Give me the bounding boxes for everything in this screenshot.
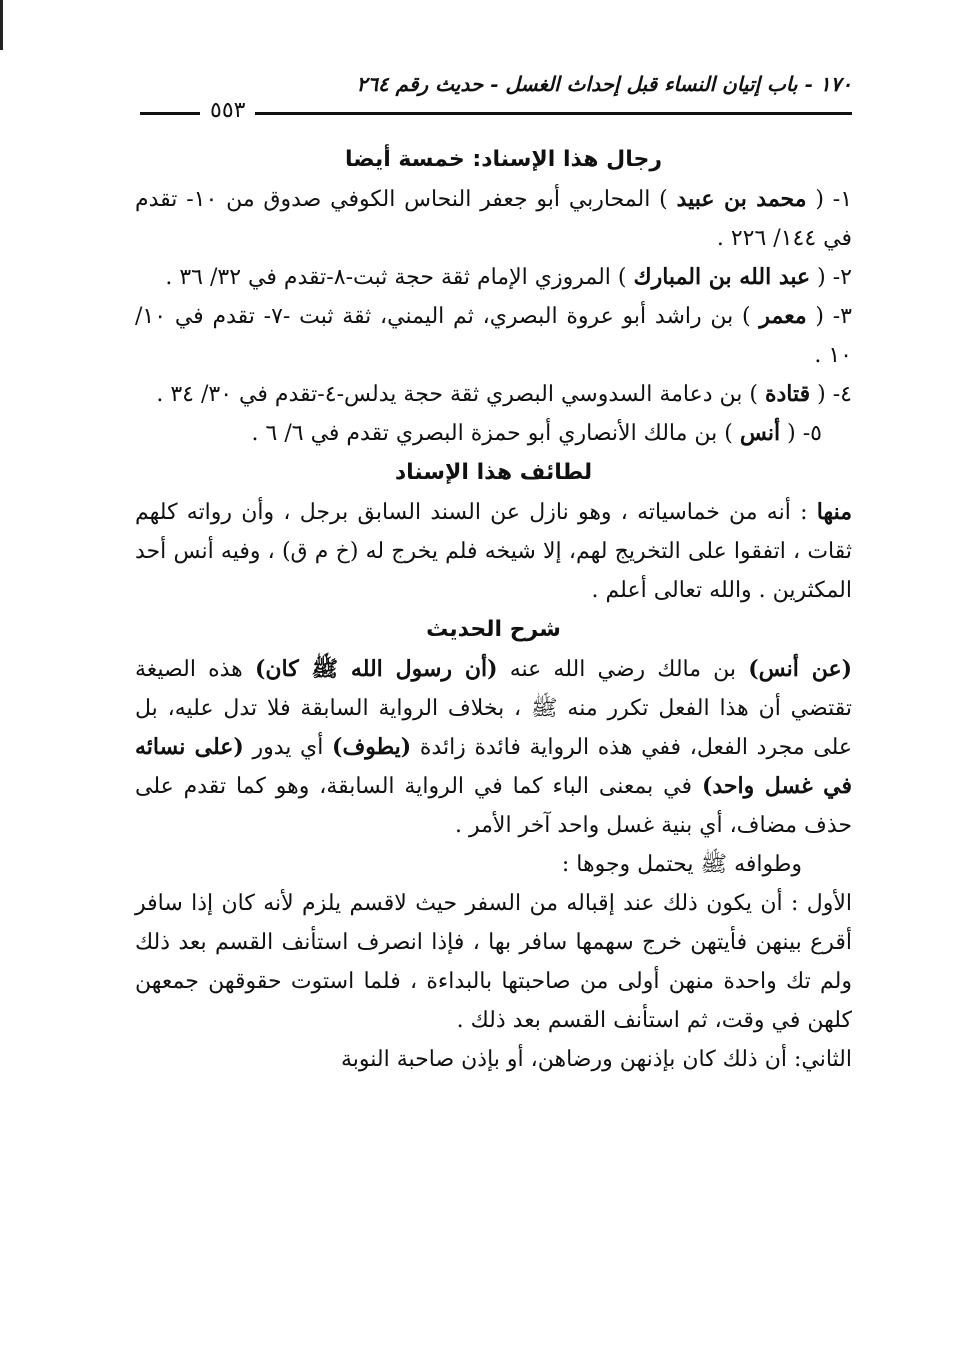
paragraph-text: : أنه من خماسياته ، وهو نازل عن السند السابق برجل ، وأن رواته كلهم ثقات ، اتفقوا على التخريج لهم، إلا شيخه فلم يخرج له (خ م ق) ، وفيه أنس أحد المكثرين . والله تعالى أعلم . <box>135 500 852 603</box>
quoted-phrase: (عن أنس) <box>748 656 853 682</box>
lead-word: منها <box>816 499 852 525</box>
item-number: ٤- ( <box>817 382 852 407</box>
paragraph-text: أي يدور <box>243 735 333 760</box>
narrator-details: ) بن دعامة السدوسي البصري ثقة حجة يدلس-٤-تقدم في ٣٠/ ٣٤ . <box>156 382 758 407</box>
section-heading-narrators: رجال هذا الإسناد: خمسة أيضا <box>345 147 662 172</box>
explanation-paragraph: وطوافه ﷺ يحتمل وجوها : <box>561 852 802 877</box>
narrator-item <box>135 180 852 258</box>
subtleties-paragraph <box>135 493 852 610</box>
quoted-phrase: (على نسائه في غسل واحد) <box>135 734 852 799</box>
page-edge-mark <box>0 0 3 50</box>
explanation-paragraph <box>135 650 852 845</box>
paragraph-text: بن مالك رضي الله عنه <box>497 657 749 682</box>
quoted-phrase: (أن رسول الله ﷺ كان) <box>254 656 498 682</box>
page-body <box>135 140 852 1079</box>
section-heading-explanation: شرح الحديث <box>426 617 561 642</box>
explanation-paragraph: الثاني: أن ذلك كان بإذنهن ورضاهن، أو بإذن صاحبة النوبة <box>341 1047 852 1072</box>
chapter-title: ١٧٠ - باب إتيان النساء قبل إحداث الغسل - حديث رقم ٢٦٤ <box>356 72 852 96</box>
narrator-item <box>135 297 852 375</box>
narrator-details: ) بن مالك الأنصاري أبو حمزة البصري تقدم في ٦/ ٦ . <box>251 421 733 446</box>
paragraph-text: هذه الصيغة تقتضي أن هذا الفعل تكرر منه ﷺ ، بخلاف الرواية السابقة فلا تدل عليه، بل على مجرد الفعل، ففي هذه الرواية فائدة زائدة <box>135 657 852 760</box>
narrator-name: محمد بن عبيد <box>676 186 807 212</box>
item-number: ٢- ( <box>817 265 852 290</box>
narrator-name: قتادة <box>764 381 811 407</box>
quoted-phrase: (يطوف) <box>332 734 412 760</box>
narrator-item <box>135 258 852 297</box>
narrator-name: عبد الله بن المبارك <box>633 264 811 290</box>
page-header <box>140 72 852 124</box>
section-heading-subtleties: لطائف هذا الإسناد <box>394 460 593 485</box>
narrator-item <box>135 375 852 414</box>
item-number: ٣- ( <box>815 304 852 329</box>
narrator-details: ) المروزي الإمام ثقة حجة ثبت-٨-تقدم في ٣٢/ ٣٦ . <box>165 265 627 290</box>
explanation-paragraph: الأول : أن يكون ذلك عند إقباله من السفر حيث لاقسم يلزم لأنه كان إذا سافر أقرع بينهن فأيتهن خرج سهمها سافر بها ، فإذا انصرف استأنف القسم بعد ذلك ولم تك واحدة منهن أولى من صاحبتها بالبداءة ، فلما استوت حقوقهن جمعهن كلهن في وقت، ثم استأنف القسم بعد ذلك . <box>135 891 852 1033</box>
paragraph-text: في بمعنى الباء كما في الرواية السابقة، وهو كما تقدم على حذف مضاف، أي بنية غسل واحد آخر الأمر . <box>135 774 852 838</box>
item-number: ١- ( <box>815 187 853 212</box>
narrator-name: أنس <box>739 420 781 446</box>
narrator-item <box>135 414 852 453</box>
narrator-details: ) المحاربي أبو جعفر النحاس الكوفي صدوق من ١٠- تقدم في ١٤٤/ ٢٢٦ . <box>135 187 852 251</box>
page-number: ٥٥٣ <box>200 98 255 123</box>
narrator-name: معمر <box>759 303 807 329</box>
item-number: ٥- ( <box>787 421 822 446</box>
narrator-details: ) بن راشد أبو عروة البصري، ثم اليمني، ثقة ثبت -٧- تقدم في ١٠/ ١٠ . <box>135 304 852 368</box>
